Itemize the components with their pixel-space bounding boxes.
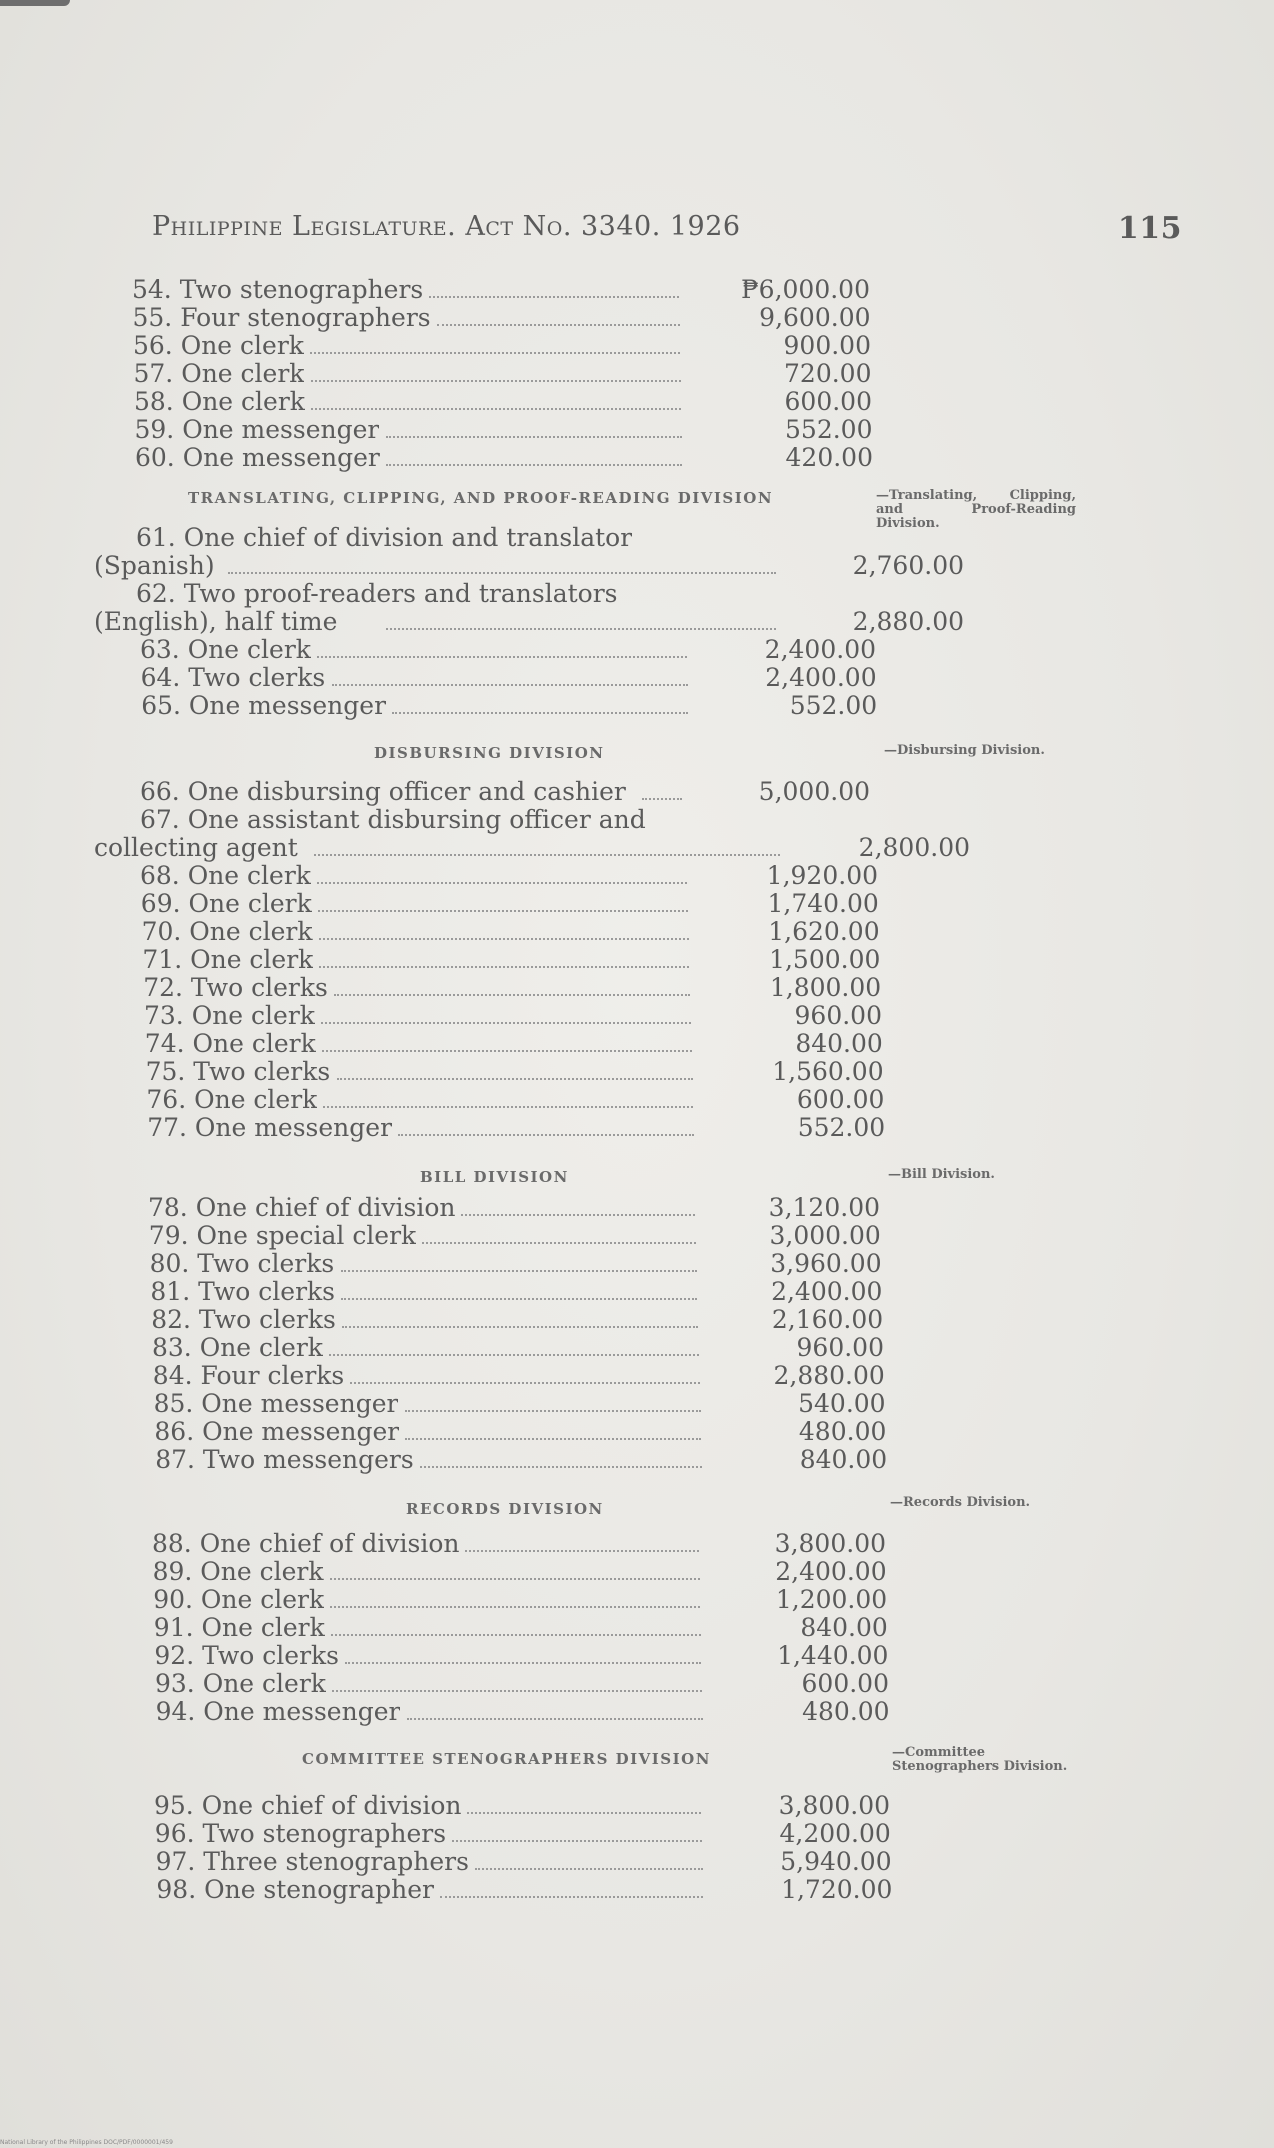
entry-row [135, 416, 873, 444]
entry-amount: 960.00 [794, 1001, 882, 1030]
dot-leader [332, 666, 688, 686]
entry-row [155, 1670, 889, 1698]
entry-label: 73. One clerk [144, 1002, 315, 1030]
dot-leader [332, 1672, 702, 1692]
dot-leader [422, 1224, 696, 1244]
entry-label: 95. One chief of division [154, 1792, 462, 1820]
entry-label: 71. One clerk [142, 946, 314, 974]
dot-leader [475, 1850, 703, 1870]
entry-row [144, 1002, 882, 1030]
entry-label: 96. Two stenographers [154, 1820, 447, 1848]
entry-label: 82. Two clerks [151, 1306, 336, 1334]
dot-leader [311, 390, 681, 410]
records-sidenote: —Records Division. [890, 1495, 1031, 1510]
entry-label: 81. Two clerks [150, 1278, 335, 1306]
entry-row [150, 1278, 882, 1306]
entry-row [143, 974, 881, 1002]
entry-label: 93. One clerk [155, 1670, 326, 1698]
entry-row [155, 1446, 887, 1474]
entry-row [156, 1876, 892, 1904]
entry-amount: 480.00 [798, 1417, 887, 1446]
entry-amount: 540.00 [798, 1389, 886, 1418]
disbursing-division-heading: DISBURSING DIVISION [374, 744, 605, 762]
entry-amount: 840.00 [799, 1445, 888, 1474]
entry-label: 78. One chief of division [148, 1194, 456, 1222]
entry-label: 90. One clerk [153, 1586, 325, 1614]
entry-label: 60. One messenger [135, 444, 380, 472]
dot-leader [334, 976, 690, 996]
dot-leader [386, 446, 682, 466]
entry-label: 65. One messenger [141, 692, 387, 720]
entry-label: 76. One clerk [146, 1086, 318, 1114]
entry-label: 92. Two clerks [154, 1642, 339, 1670]
entry-amount: 900.00 [783, 331, 871, 360]
entry-amount: 2,160.00 [771, 1305, 884, 1334]
entry-amount: 4,200.00 [779, 1819, 891, 1848]
entry-amount: 600.00 [801, 1669, 889, 1698]
dot-leader [330, 1588, 700, 1608]
entry-row [147, 1114, 885, 1142]
dot-leader [337, 1060, 693, 1080]
dot-leader [386, 418, 682, 438]
dot-leader [392, 694, 688, 714]
document-page: Philippine Legislature. Act No. 3340. 1926 115 54. Two stenographers ₱6,000.00 55. Four stenographers 9,600.00 56. One clerk 900.00 57. One clerk 720.00 58. One clerk 600.00 59. One messenger 552.00 60. One messenger 420.00 TRANSLATING, CLIPPING, AND PROOF-READING DIVISION —Translating, Clipping, and Proof-Reading Division. 61. One chief of division and translator (Spanish) 2,760.00 62. Two proof-readers and translators (English), half time 2,880.00 63. One clerk 2,400.00 64. Two clerks 2,400.00 65. One messenger 552.00 DISBURSING DIVISION —Disbursing Division. 66. One disbursing officer and cashier 5,000.00 67. One assistant disbursing officer and collecting agent 2,800.00 68. One clerk 1,920.00 69. One clerk 1,740.00 70. One clerk 1,620.00 71. One clerk 1,500.00 72. Two clerks 1,800.00 73. One clerk 960.00 74. One clerk 840.00 75. Two clerks 1,560.00 76. One clerk 600.00 77. One messenger 552.00 BILL DIVISION —Bill Division. 78. One chief of division 3,120.00 79. One special clerk 3,000.00 80. Two clerks 3,960.00 81. Two clerks 2,400.00 82. Two clerks 2,160.00 83. One clerk 960.00 84. Four clerks 2,880.00 85. One messenger 540.00 86. One messenger 480.00 87. Two messengers 840.00 RECORDS DIVISION —Records Division. 88. One chief of division 3,800.00 89. One clerk 2,400.00 90. One clerk 1,200.00 91. One clerk 840.00 92. Two clerks 1,440.00 93. One clerk 600.00 94. One messenger 480.00 COMMITTEE STENOGRAPHERS DIVISION —Committee Stenographers Division. 95. One chief of division 3,800.00 96. Two stenographers 4,200.00 97. Three stenographers 5,940.00 98. One stenographer 1,720.00 National Library of the Philippines DOC/PDF/0000001/459 [0, 0, 1274, 2148]
dot-leader [398, 1116, 694, 1136]
entry-row [141, 890, 879, 918]
entry-row [153, 1362, 885, 1390]
entry-67-line2: collecting agent 2,800.00 [94, 833, 970, 862]
dot-leader [322, 1032, 692, 1052]
page-number: 115 [1117, 211, 1182, 246]
entry-amount: 2,400.00 [765, 663, 877, 692]
entry-label: 86. One messenger [154, 1418, 400, 1446]
entry-amount: 9,600.00 [759, 303, 871, 332]
dot-leader [386, 610, 776, 630]
scan-corner-mark [0, 0, 70, 6]
entry-amount: 1,720.00 [781, 1875, 893, 1904]
entry-label: 75. Two clerks [145, 1058, 331, 1086]
dot-leader [317, 638, 687, 658]
entry-label: 58. One clerk [134, 388, 305, 416]
dot-leader [642, 780, 682, 800]
entry-row [133, 304, 871, 332]
entry-label: 77. One messenger [147, 1114, 393, 1142]
committee-sidenote: —Committee Stenographers Division. [892, 1745, 1068, 1774]
entry-66: 66. One disbursing officer and cashier 5,000.00 [140, 777, 870, 806]
dot-leader [437, 306, 680, 326]
entry-row [134, 360, 872, 388]
entry-amount: 2,880.00 [773, 1361, 885, 1390]
dot-leader [407, 1700, 703, 1720]
entry-amount: ₱6,000.00 [741, 275, 870, 304]
entry-label: 54. Two stenographers [132, 276, 424, 304]
dot-leader [321, 1004, 691, 1024]
dot-leader [330, 1560, 700, 1580]
entry-label: 74. One clerk [144, 1030, 316, 1058]
entry-row [135, 444, 873, 472]
dot-leader [405, 1420, 701, 1440]
dot-leader [345, 1644, 701, 1664]
entry-amount: 1,560.00 [772, 1057, 884, 1086]
records-division-heading: RECORDS DIVISION [406, 1500, 604, 1518]
entry-label: 68. One clerk [140, 862, 311, 890]
entry-amount: 1,500.00 [769, 945, 881, 974]
entry-label: 57. One clerk [133, 360, 305, 388]
entry-row [148, 1194, 880, 1222]
dot-leader [420, 1448, 702, 1468]
entry-row [141, 664, 877, 692]
entry-row [152, 1334, 884, 1362]
entry-amount: 840.00 [795, 1029, 883, 1058]
entry-amount: 720.00 [784, 359, 872, 388]
dot-leader [314, 836, 780, 856]
entry-row [153, 1558, 887, 1586]
entry-label: 89. One clerk [152, 1558, 324, 1586]
entry-amount: 1,800.00 [769, 973, 882, 1002]
entry-row [151, 1306, 883, 1334]
entry-label: 64. Two clerks [140, 664, 326, 692]
entry-row [154, 1390, 886, 1418]
entry-row [153, 1586, 887, 1614]
translating-sidenote: —Translating, Clipping, and Proof-Reading Division. [876, 488, 1076, 531]
entry-label: 83. One clerk [152, 1334, 323, 1362]
entry-amount: 552.00 [785, 415, 873, 444]
entry-row [152, 1530, 886, 1558]
entry-amount: 3,800.00 [778, 1791, 890, 1820]
entry-label: 97. Three stenographers [155, 1848, 469, 1876]
entry-amount: 3,120.00 [768, 1193, 880, 1222]
entry-row [142, 918, 880, 946]
committee-division-heading: COMMITTEE STENOGRAPHERS DIVISION [302, 1750, 711, 1768]
dot-leader [350, 1364, 700, 1384]
entry-amount: 1,200.00 [775, 1585, 888, 1614]
entry-amount: 552.00 [797, 1113, 886, 1142]
dot-leader [341, 1280, 697, 1300]
dot-leader [341, 1252, 697, 1272]
bill-division-heading: BILL DIVISION [420, 1168, 569, 1186]
entry-row [133, 332, 871, 360]
entry-label: 69. One clerk [140, 890, 312, 918]
dot-leader [465, 1532, 699, 1552]
dot-leader [405, 1392, 701, 1412]
page-header [152, 211, 1182, 251]
entry-label: 84. Four clerks [152, 1362, 345, 1390]
entry-row [156, 1698, 890, 1726]
entry-row [142, 946, 880, 974]
dot-leader [323, 1088, 693, 1108]
entry-amount: 1,740.00 [767, 889, 879, 918]
entry-amount: 600.00 [784, 387, 872, 416]
entry-label: 72. Two clerks [143, 974, 328, 1002]
entry-amount: 420.00 [785, 443, 873, 472]
entry-label: 56. One clerk [133, 332, 304, 360]
entry-amount: 600.00 [796, 1085, 885, 1114]
entry-label: 63. One clerk [140, 636, 311, 664]
dot-leader [310, 334, 680, 354]
dot-leader [317, 864, 687, 884]
entry-label: 80. Two clerks [149, 1250, 335, 1278]
entry-amount: 840.00 [800, 1613, 888, 1642]
entry-amount: 2,400.00 [764, 635, 876, 664]
entry-label: 59. One messenger [134, 416, 380, 444]
entry-amount: 1,440.00 [777, 1641, 889, 1670]
entry-amount: 5,940.00 [780, 1847, 892, 1876]
entry-label: 70. One clerk [141, 918, 313, 946]
entry-amount: 552.00 [789, 691, 878, 720]
entry-61-line2: (Spanish) 2,760.00 [94, 551, 964, 580]
dot-leader [329, 1336, 699, 1356]
entry-row [154, 1418, 886, 1446]
translating-division-heading: TRANSLATING, CLIPPING, AND PROOF-READING DIVISION [188, 489, 774, 507]
entry-amount: 3,000.00 [769, 1221, 881, 1250]
entry-row [154, 1614, 888, 1642]
dot-leader [319, 948, 689, 968]
entry-row [154, 1792, 890, 1820]
dot-leader [452, 1822, 702, 1842]
dot-leader [319, 920, 689, 940]
entry-amount: 2,400.00 [775, 1557, 887, 1586]
entry-row [146, 1086, 884, 1114]
entry-amount: 480.00 [802, 1697, 890, 1726]
entry-62-line2: (English), half time 2,880.00 [94, 607, 964, 636]
entry-label: 79. One special clerk [148, 1222, 417, 1250]
entry-row [155, 1820, 891, 1848]
dot-leader [311, 362, 681, 382]
bill-sidenote: —Bill Division. [888, 1167, 995, 1182]
entry-label: 94. One messenger [155, 1698, 401, 1726]
disbursing-sidenote: —Disbursing Division. [884, 743, 1045, 758]
entry-label: 98. One stenographer [156, 1876, 434, 1904]
entry-row [134, 388, 872, 416]
entry-row [145, 1030, 883, 1058]
entry-label: 55. Four stenographers [132, 304, 431, 332]
entry-label: 91. One clerk [153, 1614, 325, 1642]
entry-amount: 1,620.00 [768, 917, 880, 946]
dot-leader [228, 554, 776, 574]
entry-amount: 2,400.00 [771, 1277, 883, 1306]
entry-row [140, 862, 878, 890]
entry-amount: 960.00 [796, 1333, 884, 1362]
entry-row [140, 636, 876, 664]
running-title: Philippine Legislature. Act No. 3340. 1926 [152, 211, 741, 242]
entry-amount: 3,960.00 [770, 1249, 882, 1278]
entry-row [132, 276, 870, 304]
entry-label: 87. Two messengers [155, 1446, 414, 1474]
entry-row [154, 1642, 888, 1670]
dot-leader [342, 1308, 698, 1328]
entry-amount: 1,920.00 [766, 861, 878, 890]
dot-leader [440, 1878, 703, 1898]
dot-leader [318, 892, 688, 912]
entry-row [156, 1848, 892, 1876]
entry-row [149, 1222, 881, 1250]
dot-leader [331, 1616, 701, 1636]
dot-leader [429, 278, 679, 298]
entry-row [141, 692, 877, 720]
entry-label: 85. One messenger [153, 1390, 399, 1418]
entry-amount: 3,800.00 [774, 1529, 886, 1558]
dot-leader [461, 1196, 695, 1216]
entry-label: 88. One chief of division [152, 1530, 460, 1558]
entry-row [146, 1058, 884, 1086]
dot-leader [467, 1794, 701, 1814]
scan-credit: National Library of the Philippines DOC/PDF/0000001/459 [0, 2139, 173, 2146]
entry-row [150, 1250, 882, 1278]
